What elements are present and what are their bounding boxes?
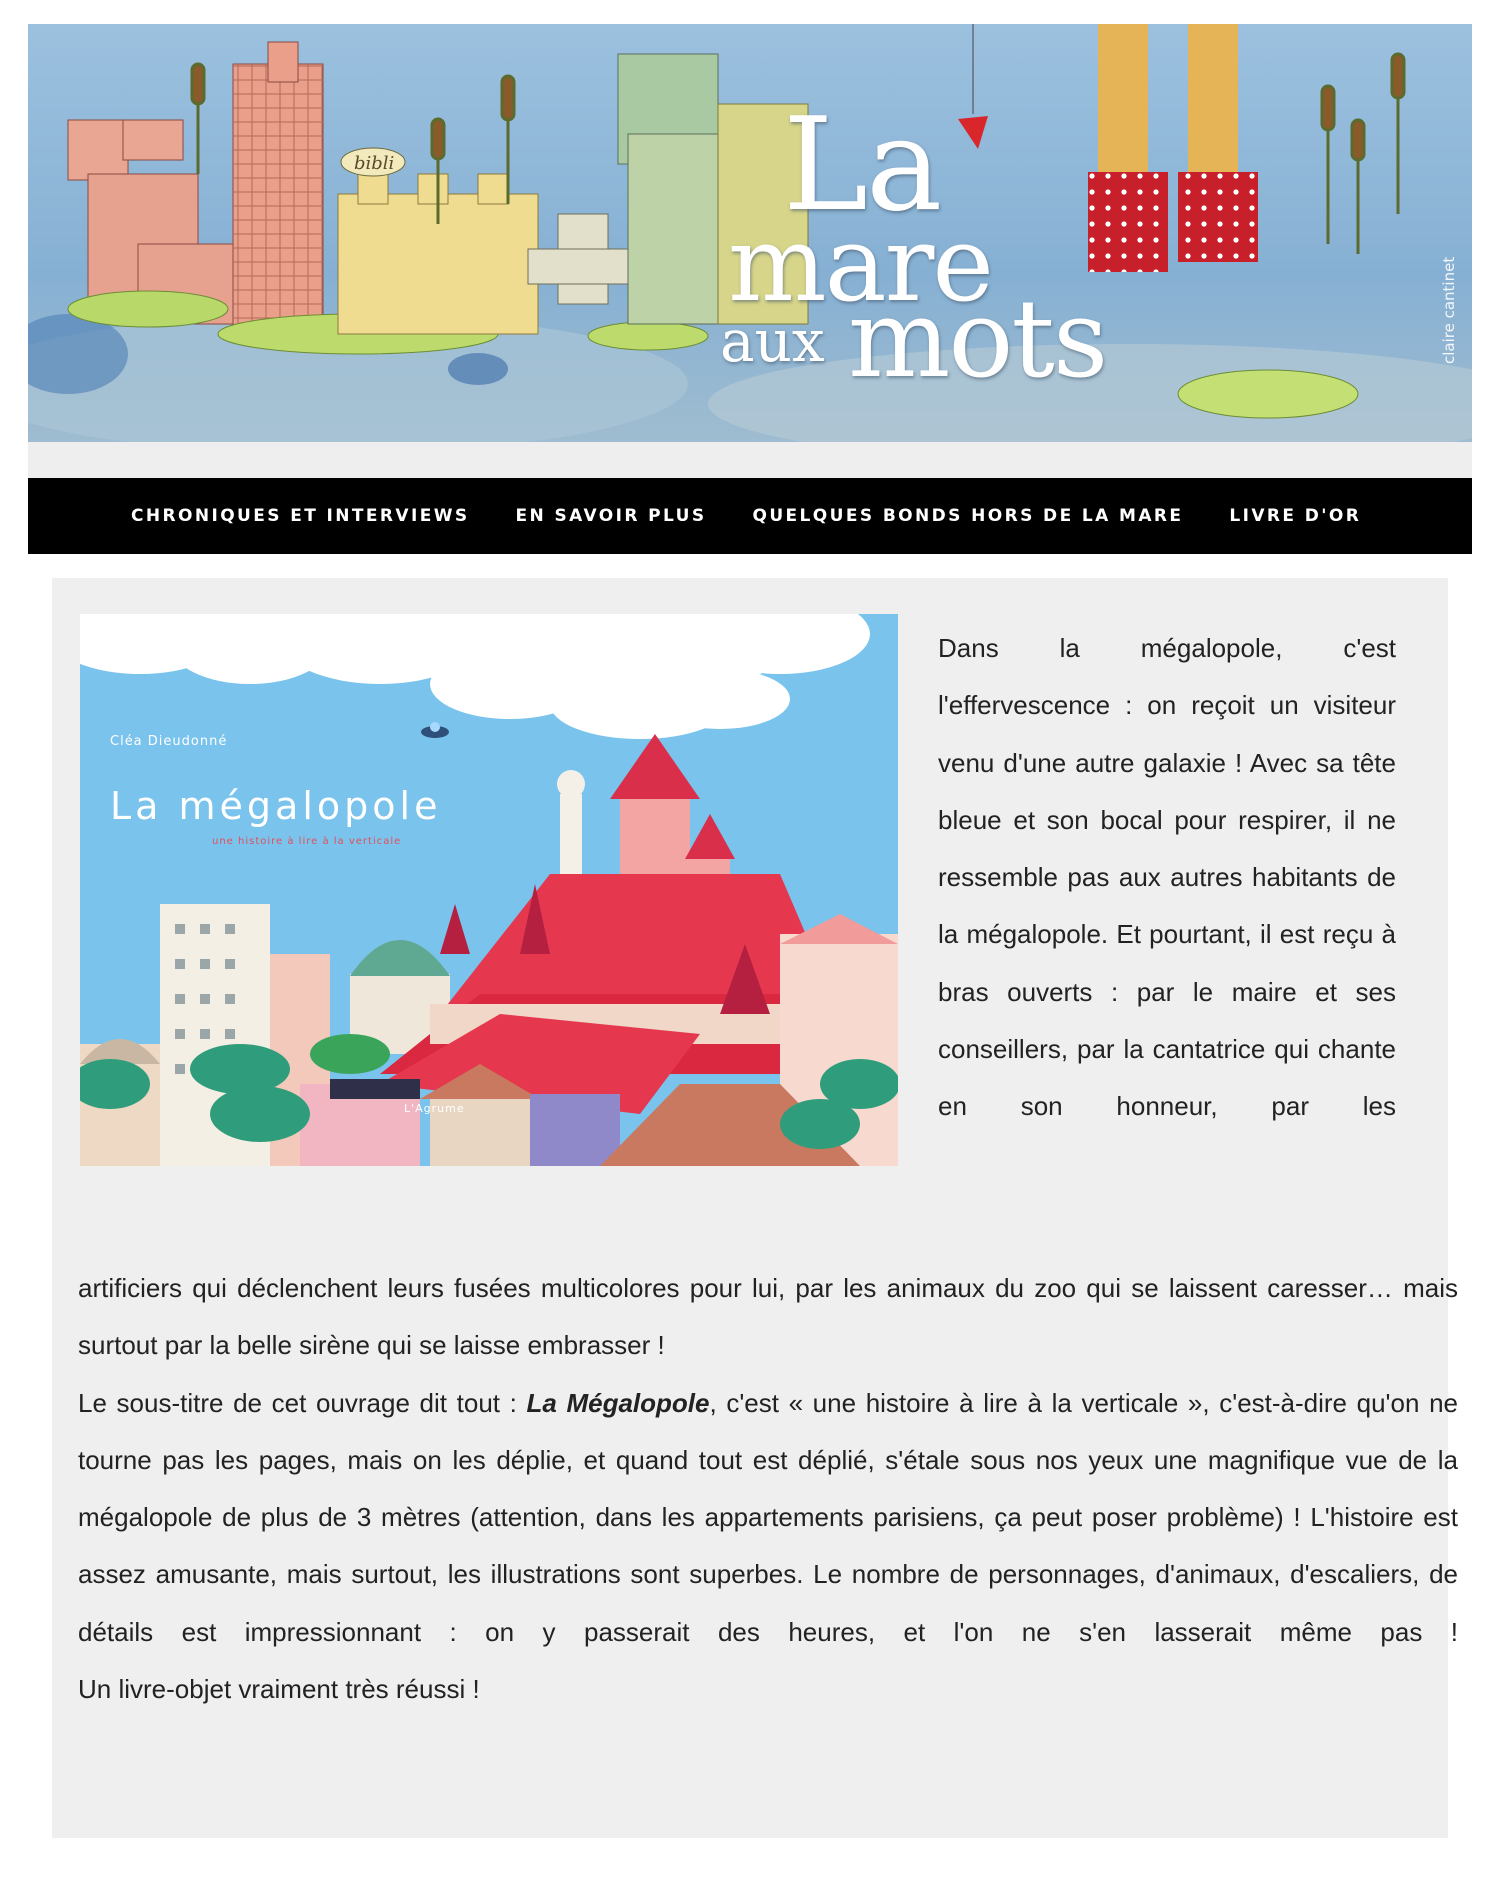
cover-subtitle: une histoire à lire à la verticale <box>212 836 402 847</box>
paragraph-2 <box>78 1375 1458 1661</box>
bibli-sign-text: bibli <box>354 153 395 174</box>
brand-logo-line-3: aux <box>720 307 825 375</box>
brand-logo-line-4: mots <box>848 277 1107 402</box>
cover-publisher: L'Agrume <box>404 1102 465 1115</box>
nav-item-chroniques[interactable]: CHRONIQUES ET INTERVIEWS <box>131 506 470 526</box>
article-text <box>78 1260 1458 1718</box>
paragraph-2-lead: Le sous-titre de cet ouvrage dit tout : <box>78 1387 527 1418</box>
brand-logo-line-1: La <box>783 91 941 240</box>
main-navigation <box>28 478 1472 554</box>
paragraph-3: Un livre-objet vraiment très réussi ! <box>78 1674 480 1705</box>
nav-item-livre-dor[interactable]: LIVRE D'OR <box>1229 506 1362 526</box>
nav-item-en-savoir-plus[interactable]: EN SAVOIR PLUS <box>515 506 707 526</box>
book-cover-image[interactable] <box>80 614 898 1166</box>
cover-title: La mégalopole <box>110 784 442 828</box>
paragraph-1-continued: artificiers qui déclenchent leurs fusées multicolores pour lui, par les animaux du zoo qui se laissent caresser… mais surtout par la belle sirène qui se laisse embrasser ! <box>78 1273 1458 1361</box>
site-header-banner[interactable] <box>28 24 1472 442</box>
book-cover-illustration <box>80 614 898 1166</box>
banner-bottom-strip <box>28 442 1472 478</box>
cover-author: Cléa Dieudonné <box>110 734 228 749</box>
book-title-emphasis: La Mégalopole <box>526 1387 710 1418</box>
artist-signature: claire cantinet <box>1440 256 1458 364</box>
brand-logo-line-2: mare <box>728 203 992 325</box>
paragraph-2-body: , c'est « une histoire à lire à la verticale », c'est-à-dire qu'on ne tourne pas les pages, mais on les déplie, et quand tout est déplié, s'étale sous nos yeux une magnifique vue de la mégalopole de plus de 3 mètres (attention, dans les appartements parisiens, ça peut poser problème) ! L'histoire est assez amusante, mais surtout, les illustrations sont superbes. Le nombre de personnages, d'animaux, d'escaliers, de détails est impressionnant : on y passerait des heures, et l'on ne s'en lasserait même pas ! <box>78 1387 1458 1647</box>
nav-item-bonds-hors-mare[interactable]: QUELQUES BONDS HORS DE LA MARE <box>752 506 1184 526</box>
article-body <box>52 578 1458 1838</box>
paragraph-1-intro: Dans la mégalopole, c'est l'effervescence : on reçoit un visiteur venu d'une autre galaxie ! Avec sa tête bleue et son bocal pour respirer, il ne ressemble pas aux autres habitants de la mégalopole. Et pourtant, il est reçu à bras ouverts : par le maire et ses conseillers, par la cantatrice qui chante en son honneur, par les <box>938 633 1396 1122</box>
